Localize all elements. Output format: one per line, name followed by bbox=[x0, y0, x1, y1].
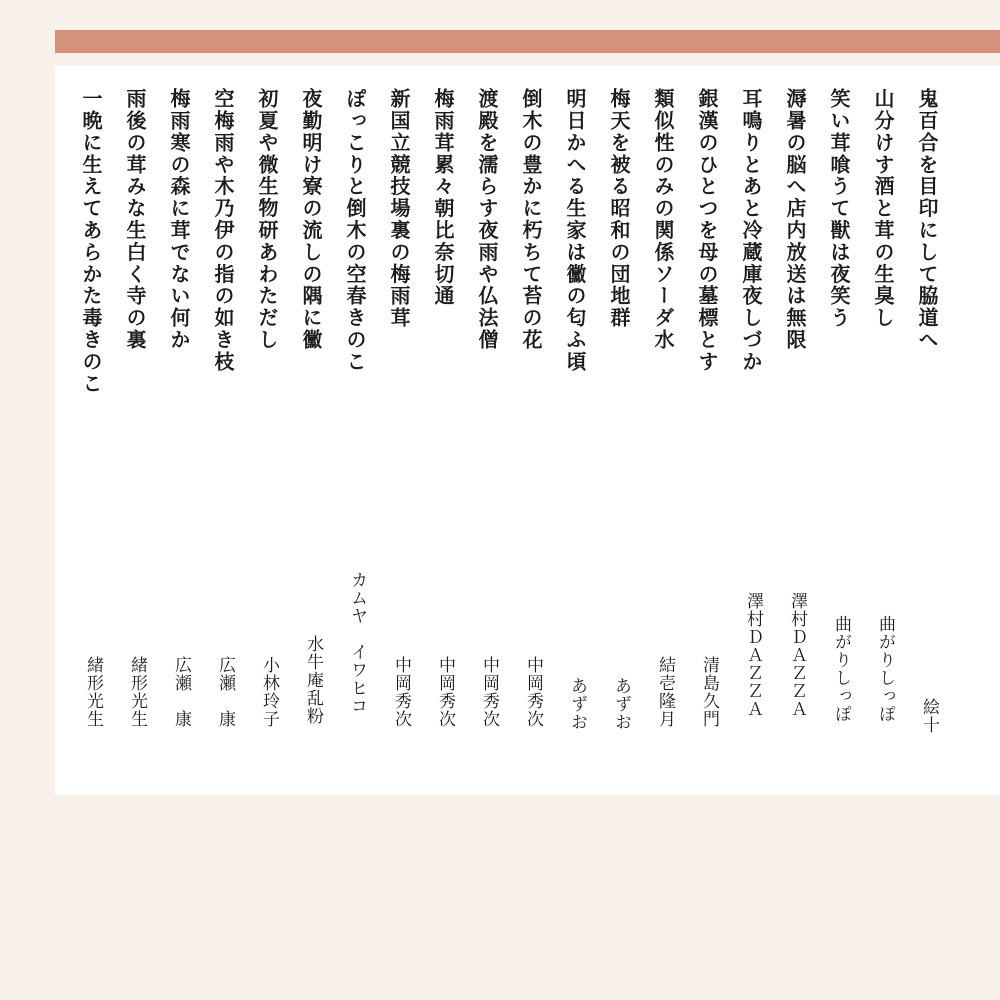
haiku-author: 中岡秀次 bbox=[479, 656, 499, 728]
haiku-text: 梅天を被る昭和の団地群 bbox=[607, 88, 631, 329]
haiku-author: 結壱隆月 bbox=[655, 656, 675, 728]
haiku-text: 雨後の茸みな生白く寺の裏 bbox=[123, 88, 147, 351]
haiku-text: 類似性のみの関係ソーダ水 bbox=[651, 88, 675, 351]
haiku-text: 一晩に生えてあらかた毒きのこ bbox=[79, 88, 103, 395]
haiku-text: 空梅雨や木乃伊の指の如き枝 bbox=[211, 88, 235, 373]
haiku-text: 銀漢のひとつを母の墓標とす bbox=[695, 88, 719, 373]
haiku-text: 山分けす酒と茸の生臭し bbox=[871, 88, 895, 329]
haiku-author: 小林玲子 bbox=[259, 656, 279, 728]
haiku-author: 広瀬 康 bbox=[171, 656, 191, 728]
haiku-author: あずお bbox=[611, 677, 631, 731]
haiku-author: 広瀬 康 bbox=[215, 656, 235, 728]
haiku-text: 鬼百合を目印にして脇道へ bbox=[915, 88, 939, 351]
haiku-text: 溽暑の脳へ店内放送は無限 bbox=[783, 88, 807, 351]
haiku-author: あずお bbox=[567, 677, 587, 731]
haiku-author: 澤村ＤＡＺＺＡ bbox=[743, 592, 763, 718]
haiku-text: 明日かへる生家は黴の匂ふ頃 bbox=[563, 88, 587, 373]
haiku-text: 倒木の豊かに朽ちて苔の花 bbox=[519, 88, 543, 351]
haiku-text: 梅雨茸累々朝比奈切通 bbox=[431, 88, 455, 307]
haiku-author: 曲がりしっぽ bbox=[831, 615, 851, 723]
top-accent-bar bbox=[55, 30, 1000, 53]
haiku-text: 笑い茸喰うて獣は夜笑う bbox=[827, 88, 851, 329]
haiku-author: 緒形光生 bbox=[83, 656, 103, 728]
haiku-text: 初夏や微生物研あわただし bbox=[255, 88, 279, 351]
haiku-author: 絵十 bbox=[919, 698, 939, 734]
haiku-author: 澤村ＤＡＺＺＡ bbox=[787, 592, 807, 718]
haiku-author: カムヤ イワヒコ bbox=[347, 571, 367, 715]
haiku-text: 耳鳴りとあと冷蔵庫夜しづか bbox=[739, 88, 763, 373]
haiku-author: 中岡秀次 bbox=[435, 656, 455, 728]
haiku-text: ぽっこりと倒木の空春きのこ bbox=[343, 88, 367, 373]
haiku-author: 中岡秀次 bbox=[523, 656, 543, 728]
haiku-text: 梅雨寒の森に茸でない何か bbox=[167, 88, 191, 351]
haiku-text: 新国立競技場裏の梅雨茸 bbox=[387, 88, 411, 329]
haiku-text: 夜勤明け寮の流しの隅に黴 bbox=[299, 88, 323, 351]
haiku-text: 渡殿を濡らす夜雨や仏法僧 bbox=[475, 88, 499, 351]
haiku-author: 水牛庵乱粉 bbox=[303, 635, 323, 725]
haiku-author: 中岡秀次 bbox=[391, 656, 411, 728]
haiku-author: 緒形光生 bbox=[127, 656, 147, 728]
haiku-author: 清島久門 bbox=[699, 656, 719, 728]
haiku-author: 曲がりしっぽ bbox=[875, 615, 895, 723]
